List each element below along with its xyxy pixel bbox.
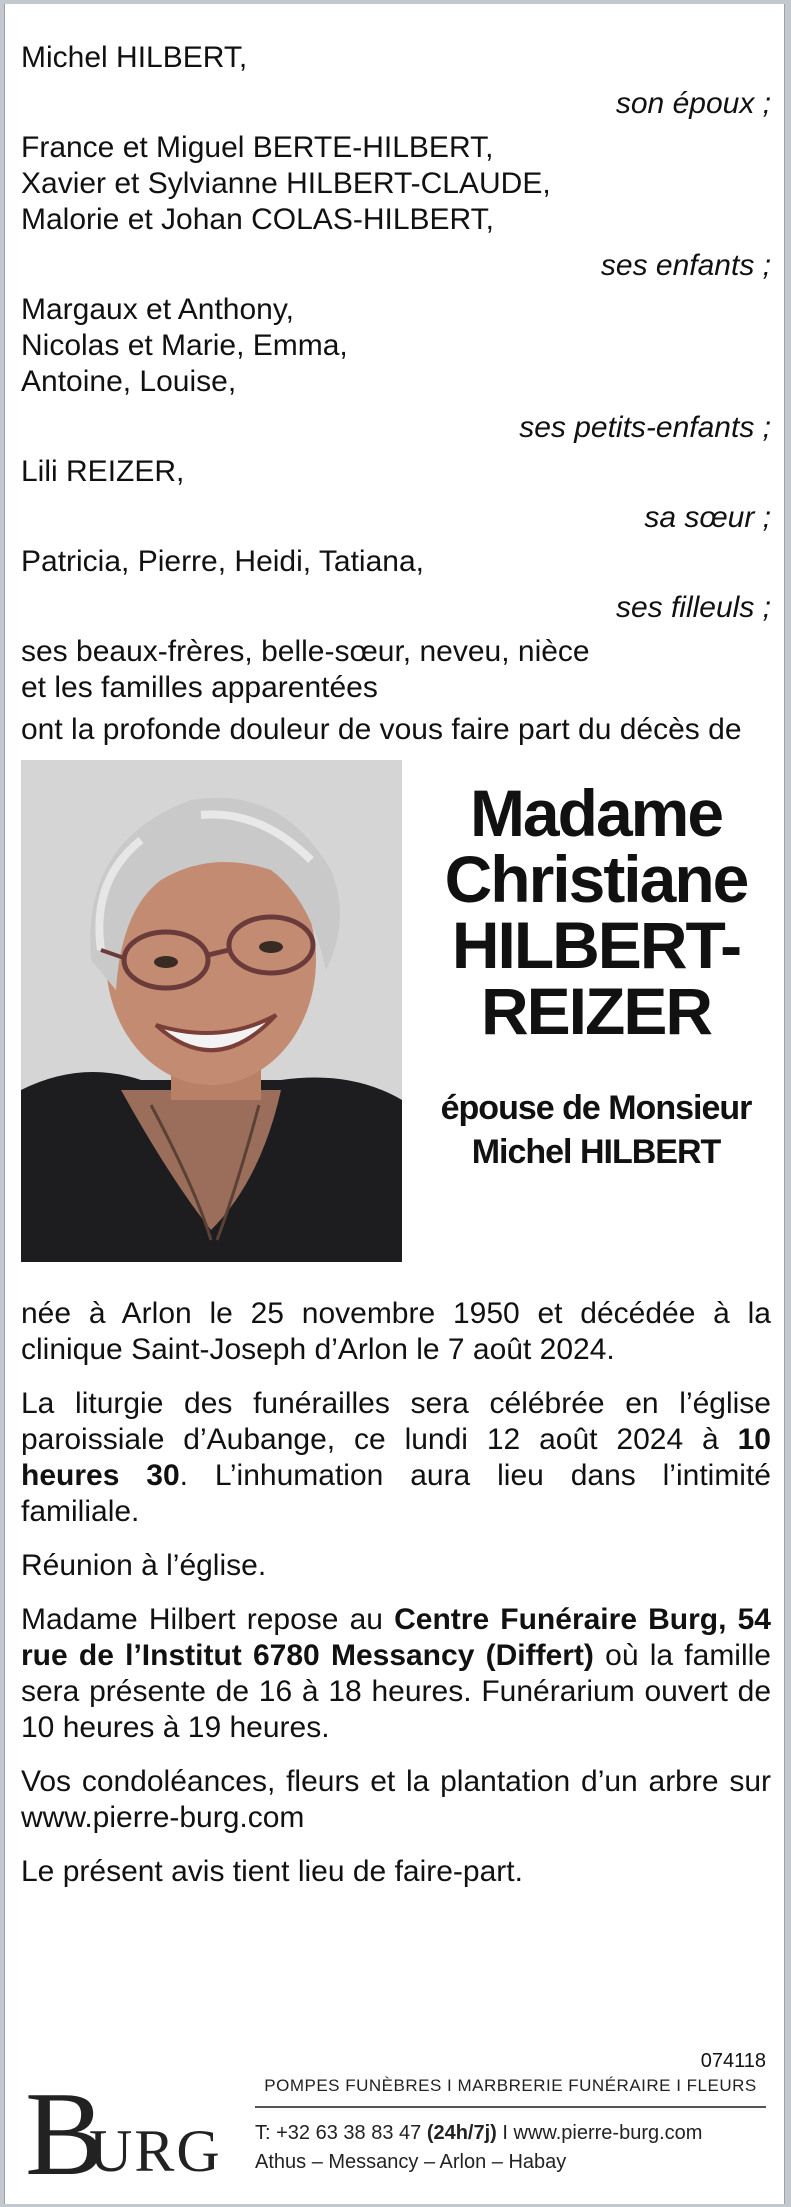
family-role: ses filleuls ; bbox=[615, 591, 771, 624]
deceased-name-line-3: HILBERT- bbox=[451, 908, 741, 982]
condolences-text: Vos condoléances, fleurs et la plantation d’un arbre sur www.pierre-burg.com bbox=[21, 1765, 771, 1834]
family-member-line: France et Miguel BERTE-HILBERT, bbox=[21, 131, 494, 164]
extended-family-line-1: ses beaux-frères, belle-sœur, neveu, nièce bbox=[21, 635, 590, 668]
notice-text: Le présent avis tient lieu de faire-part. bbox=[21, 1855, 523, 1888]
family-member-line: Margaux et Anthony, bbox=[21, 293, 294, 326]
funeral-home-locations: Athus – Messancy – Arlon – Habay bbox=[255, 2151, 567, 2173]
family-group bbox=[21, 130, 771, 284]
spouse-info bbox=[421, 1086, 771, 1174]
announcement-text: ont la profonde douleur de vous faire part du décès de bbox=[21, 713, 742, 746]
family-member-line: Michel HILBERT, bbox=[21, 41, 248, 74]
liturgy-text bbox=[21, 1386, 771, 1530]
contact-phone: T: +32 63 38 83 47 bbox=[255, 2122, 427, 2144]
liturgy-text-part-2: . L’inhumation aura lieu dans l’intimité familiale. bbox=[21, 1459, 771, 1528]
spouse-line-2: Michel HILBERT bbox=[471, 1133, 721, 1171]
funeral-home-info bbox=[255, 2074, 766, 2176]
family-member-line: Xavier et Sylvianne HILBERT-CLAUDE, bbox=[21, 167, 551, 200]
deceased-name-line-1: Madame bbox=[469, 776, 723, 850]
liturgy-time: 10 heures 30 bbox=[21, 1423, 771, 1492]
deceased-name-line-2: Christiane bbox=[444, 842, 748, 916]
family-group bbox=[21, 40, 771, 122]
family-member-line: Patricia, Pierre, Heidi, Tatiana, bbox=[21, 545, 424, 578]
extended-family-line-2: et les familles apparentées bbox=[21, 671, 378, 704]
birth-death-text: née à Arlon le 25 novembre 1950 et décédée à la clinique Saint-Joseph d’Arlon le 7 août 2024. bbox=[21, 1297, 771, 1366]
liturgy-text-part-1: La liturgie des funérailles sera célébrée en l’église paroissiale d’Aubange, ce lundi 12 août 2024 à bbox=[21, 1387, 771, 1456]
funeral-home-tagline: POMPES FUNÈBRES I MARBRERIE FUNÉRAIRE I FLEURS bbox=[255, 2074, 766, 2108]
rest-text-part-1: Madame Hilbert repose au bbox=[21, 1603, 395, 1636]
burg-logo bbox=[25, 2067, 245, 2200]
portrait-photo-illustration bbox=[21, 760, 402, 1262]
family-role: son époux ; bbox=[615, 87, 771, 120]
spouse-line-1: épouse de Monsieur bbox=[440, 1089, 752, 1127]
deceased-name-box bbox=[421, 760, 771, 1174]
family-member-line: Nicolas et Marie, Emma, bbox=[21, 329, 348, 362]
deceased-name bbox=[421, 776, 771, 1048]
portrait-photo bbox=[21, 760, 402, 1262]
family-group bbox=[21, 292, 771, 446]
family-group bbox=[21, 454, 771, 536]
family-role: ses enfants ; bbox=[600, 249, 771, 282]
family-group bbox=[21, 544, 771, 626]
logo-letter-b: B bbox=[25, 2067, 100, 2200]
rest-text bbox=[21, 1602, 771, 1746]
obituary-card bbox=[4, 4, 785, 2204]
obituary-content bbox=[21, 40, 771, 1908]
rest-place: Centre Funéraire Burg, 54 rue de l’Institut 6780 Messancy (Differt) bbox=[21, 1603, 771, 1672]
family-list bbox=[21, 40, 771, 626]
reference-number: 074118 bbox=[700, 2050, 766, 2072]
contact-website: I www.pierre-burg.com bbox=[496, 2122, 703, 2144]
family-role: ses petits-enfants ; bbox=[519, 411, 771, 444]
family-role: sa sœur ; bbox=[644, 501, 771, 534]
rest-text-part-2: où la famille sera présente de 16 à 18 heures. Funérarium ouvert de 10 heures à 19 heures. bbox=[21, 1639, 771, 1744]
family-member-line: Lili REIZER, bbox=[21, 455, 185, 488]
contact-hours: (24h/7j) bbox=[426, 2122, 497, 2144]
deceased-section bbox=[21, 760, 771, 1266]
family-member-line: Antoine, Louise, bbox=[21, 365, 237, 398]
deceased-name-line-4: REIZER bbox=[480, 974, 712, 1048]
family-member-line: Malorie et Johan COLAS-HILBERT, bbox=[21, 203, 494, 236]
funeral-home-contact bbox=[255, 2118, 766, 2148]
logo-letters-urg: URG bbox=[89, 2118, 222, 2184]
reunion-text: Réunion à l’église. bbox=[21, 1549, 267, 1582]
funeral-home-footer bbox=[21, 2067, 766, 2200]
